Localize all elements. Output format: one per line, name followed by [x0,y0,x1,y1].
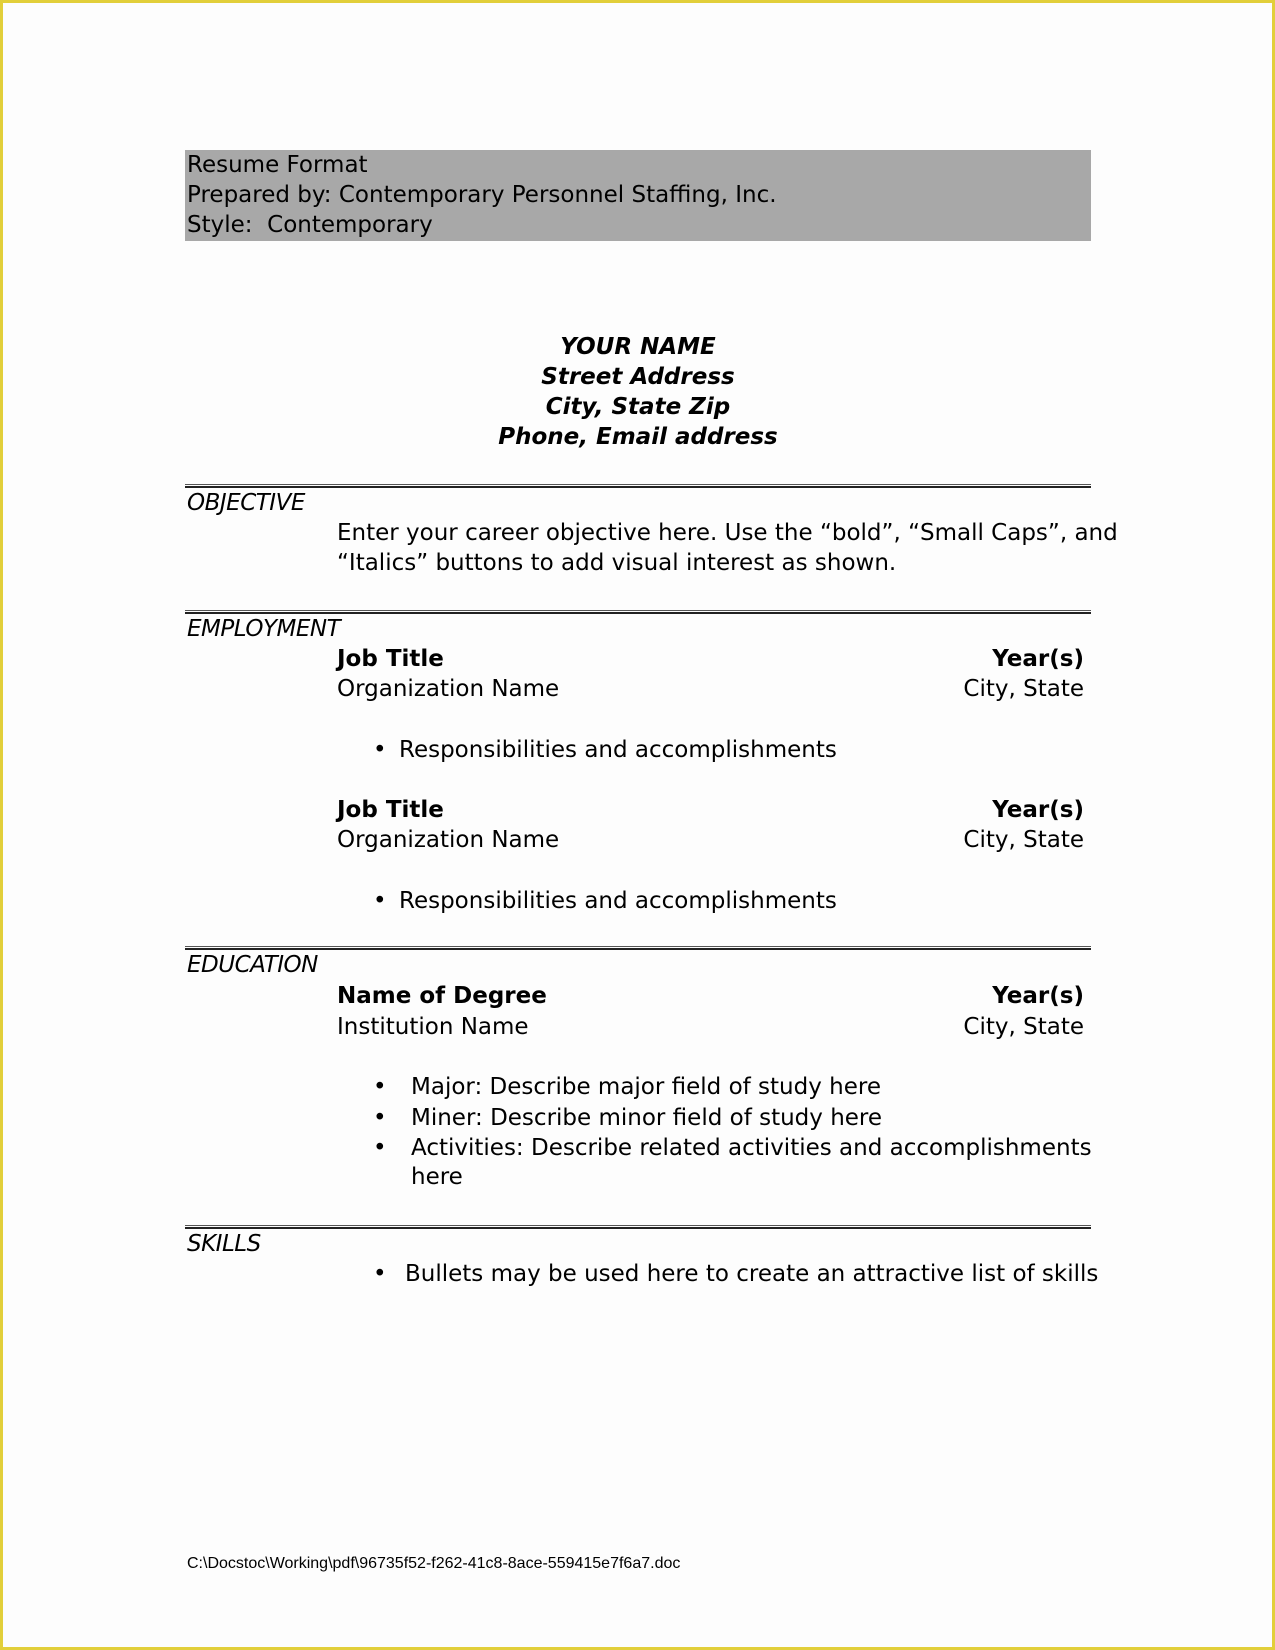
education-bullet-major: Major: Describe major field of study here [411,1074,881,1100]
bullet-icon: • [373,1105,387,1131]
section-divider [185,1225,1091,1229]
section-divider [185,946,1091,950]
job-title: Job Title [337,646,444,672]
your-name: YOUR NAME [560,334,716,360]
style-line: Style: Contemporary [187,212,433,238]
institution-location: City, State [963,1014,1084,1040]
objective-text-line-2: “Italics” buttons to add visual interest as shown. [337,550,897,576]
job-years: Year(s) [992,646,1084,672]
street-address: Street Address [541,364,735,390]
job-responsibilities: Responsibilities and accomplishments [399,737,837,763]
degree-name: Name of Degree [337,983,547,1009]
document-type-line: Resume Format [187,152,368,178]
education-label: EDUCATION [187,952,318,978]
job-years: Year(s) [992,797,1084,823]
section-divider [185,484,1091,488]
job-location: City, State [963,676,1084,702]
job-location: City, State [963,827,1084,853]
phone-email: Phone, Email address [498,424,778,450]
institution-name: Institution Name [337,1014,529,1040]
skills-bullet: Bullets may be used here to create an attractive list of skills [405,1261,1099,1287]
education-bullet-activities-continued: here [411,1164,463,1190]
objective-label: OBJECTIVE [187,490,305,516]
employment-label: EMPLOYMENT [187,616,341,642]
bullet-icon: • [373,737,387,763]
degree-years: Year(s) [992,983,1084,1009]
bullet-icon: • [373,1074,387,1100]
job-title: Job Title [337,797,444,823]
objective-text-line-1: Enter your career objective here. Use the “bold”, “Small Caps”, and [337,520,1118,546]
organization-name: Organization Name [337,676,560,702]
city-state-zip: City, State Zip [545,394,731,420]
bullet-icon: • [373,1135,387,1161]
organization-name: Organization Name [337,827,560,853]
bullet-icon: • [373,1261,387,1287]
skills-label: SKILLS [187,1231,261,1257]
file-path-footer: C:\Docstoc\Working\pdf\96735f52-f262-41c8-8ace-559415e7f6a7.doc [187,1555,681,1572]
bullet-icon: • [373,888,387,914]
job-responsibilities: Responsibilities and accomplishments [399,888,837,914]
prepared-by-line: Prepared by: Contemporary Personnel Staffing, Inc. [187,182,777,208]
education-bullet-minor: Miner: Describe minor field of study here [411,1105,883,1131]
education-bullet-activities: Activities: Describe related activities and accomplishments [411,1135,1092,1161]
